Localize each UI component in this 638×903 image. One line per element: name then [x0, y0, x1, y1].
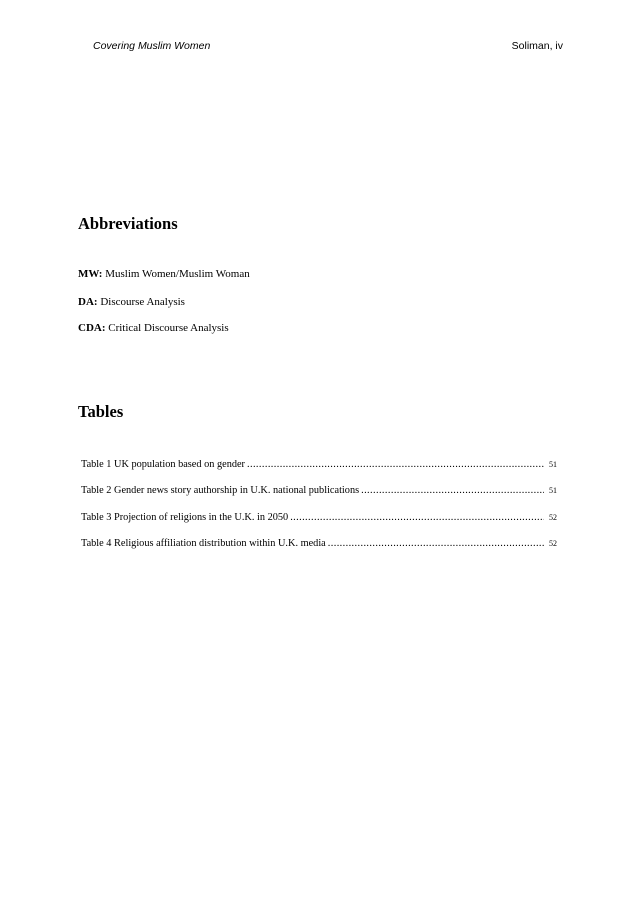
- abbreviation-value: Discourse Analysis: [97, 296, 185, 308]
- toc-dot-leader: [247, 459, 544, 470]
- abbreviation-value: Muslim Women/Muslim Woman: [102, 268, 250, 280]
- toc-dot-leader: [361, 485, 544, 496]
- abbreviation-key: DA:: [78, 296, 98, 308]
- abbreviation-key: CDA:: [78, 322, 106, 334]
- toc-entry[interactable]: [81, 512, 557, 523]
- abbreviation-item: [78, 296, 185, 308]
- header-page-ref: Soliman, iv: [511, 40, 563, 52]
- toc-entry[interactable]: [81, 538, 557, 549]
- toc-page-number: 52: [549, 539, 557, 548]
- toc-page-number: 52: [549, 513, 557, 522]
- toc-entry[interactable]: [81, 459, 557, 470]
- tables-heading: Tables: [78, 402, 124, 421]
- toc-entry-label[interactable]: Table 3 Projection of religions in the U.K. in 2050: [81, 512, 289, 523]
- toc-dot-leader: [290, 512, 544, 523]
- abbreviation-item: [78, 322, 229, 334]
- toc-page-number: 51: [549, 486, 557, 495]
- header-title: Covering Muslim Women: [93, 40, 211, 52]
- toc-entry-label[interactable]: Table 2 Gender news story authorship in U.K. national publications: [81, 485, 360, 496]
- toc-dot-leader: [328, 538, 544, 549]
- toc-entry[interactable]: [81, 485, 557, 496]
- toc-page-number: 51: [549, 460, 557, 469]
- toc-entry-label[interactable]: Table 1 UK population based on gender: [81, 459, 245, 470]
- abbreviations-heading: Abbreviations: [78, 214, 178, 233]
- abbreviation-item: [78, 268, 250, 280]
- toc-entry-label[interactable]: Table 4 Religious affiliation distribution within U.K. media: [81, 538, 326, 549]
- abbreviation-key: MW:: [78, 268, 103, 280]
- abbreviation-value: Critical Discourse Analysis: [105, 322, 229, 334]
